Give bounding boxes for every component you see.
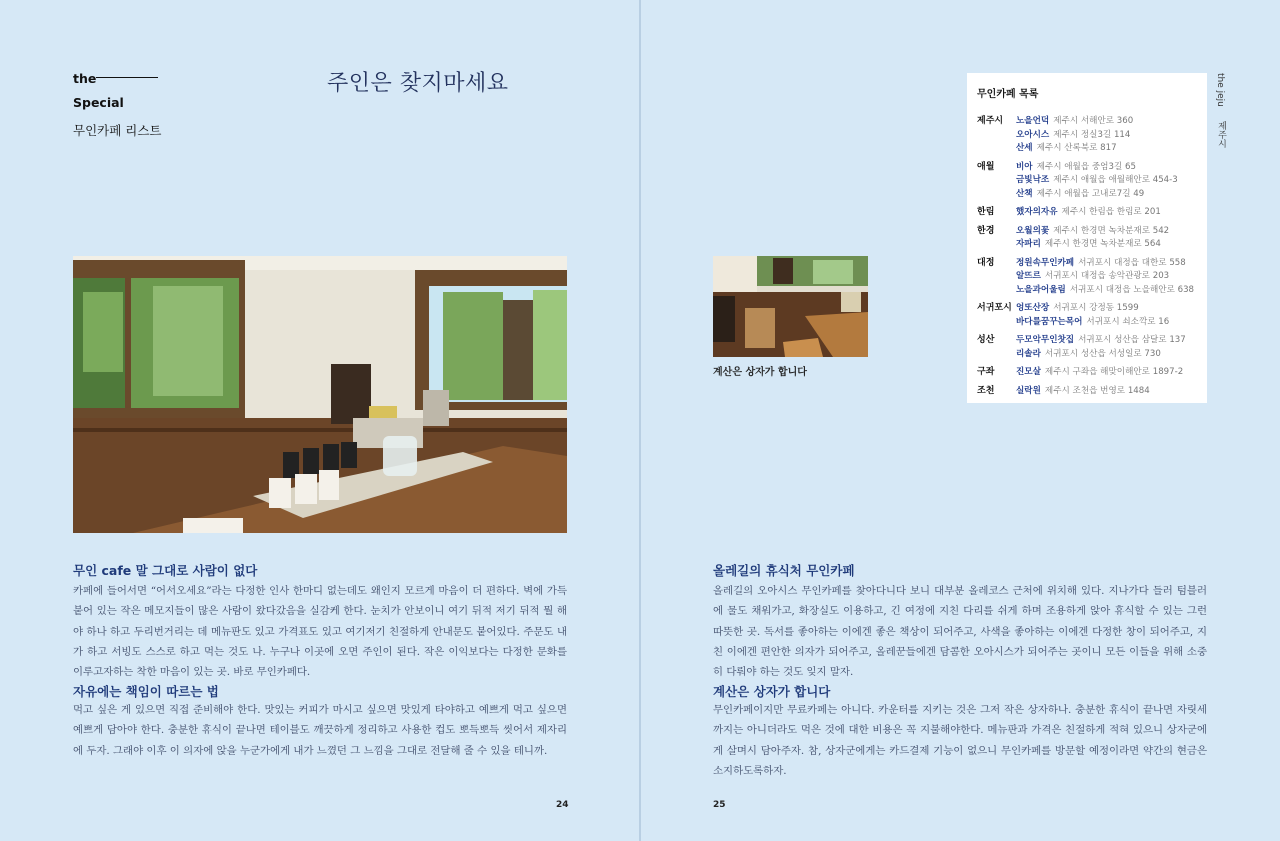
heading-olle-rest: 올레길의 휴식처 무인카페: [713, 563, 855, 578]
cafe-region: [977, 366, 1207, 380]
cafe-entry: [1016, 206, 1207, 220]
cafe-address: 서귀포시 쇠소깍로 16: [1086, 316, 1170, 327]
cafe-list-title: 무인카페 목록: [977, 89, 1039, 100]
cafe-name: 정원속무인카페: [1016, 257, 1075, 268]
cafe-name: 산세: [1016, 143, 1033, 153]
cafe-region: [977, 257, 1207, 298]
cafe-entry: [1016, 348, 1207, 362]
cafe-address: 제주시 한경면 녹차분재로 542: [1053, 225, 1170, 236]
cafe-name: 진모살: [1016, 367, 1041, 377]
cafe-entry: [1016, 225, 1207, 239]
cafe-address: 제주시 애월읍 중엄3길 65: [1036, 161, 1136, 172]
cafe-entry: [1016, 284, 1207, 298]
cafe-address: 제주시 한림읍 한림로 201: [1061, 207, 1161, 217]
section-subtitle: 무인카페 리스트: [73, 123, 162, 138]
cafe-address: 제주시 정실3길 114: [1053, 129, 1131, 140]
cafe-region-list: [1016, 385, 1207, 399]
side-region-label: 제주시: [1216, 121, 1226, 148]
cafe-region-list: [1016, 225, 1207, 252]
cafe-region: [977, 302, 1207, 329]
cafe-entry: [1016, 366, 1207, 380]
page-number-right: 25: [713, 800, 726, 810]
cafe-region: [977, 225, 1207, 252]
cafe-region-name: 한경: [977, 225, 995, 236]
cafe-name: 했자의자유: [1016, 207, 1058, 217]
cafe-address: 제주시 한경면 녹차분재로 564: [1044, 239, 1161, 249]
section-the: the: [73, 71, 97, 86]
cafe-address: 제주시 산록북로 817: [1036, 143, 1117, 153]
cafe-entry: [1016, 385, 1207, 399]
cafe-entry: [1016, 334, 1207, 348]
cafe-name: 오월의꽃: [1016, 225, 1050, 236]
cafe-name: 오아시스: [1016, 129, 1050, 140]
cafe-region-name: 구좌: [977, 367, 995, 377]
cafe-address: 서귀포시 성산읍 서성일로 730: [1044, 348, 1161, 359]
paragraph-unmanned-cafe: 카페에 들어서면 “어서오세요”라는 다정한 인사 한마디 없는데도 왜인지 모르게 마음이 더 편하다. 벽에 가득 붙어 있는 작은 메모지들이 많은 사람이 왔다갔음을 실감케 한다. 눈치가 안보이니 여기 뒤적 저기 뒤적 뭘 해야 하나 하고 두리번거리는 데 메뉴판도 있고 가격표도 있고 여기저기 친절하게 안내문도 붙어있다. 주문도 내가 하고 서빙도 스스로 하고 먹는 것도 나. 누구나 이곳에 오면 주인이 된다. 작은 이익보다는 다정한 문화를 이루고자하는 착한 마음이 있는 곳. 바로 무인카페다.: [73, 585, 567, 679]
side-running-head: the jeju: [1215, 73, 1225, 107]
cafe-region-list: [1016, 302, 1207, 329]
cafe-region-name: 제주시: [977, 116, 1004, 126]
cafe-address: 제주시 애월읍 고내로7길 49: [1036, 188, 1145, 199]
cafe-address: 서귀포시 강정동 1599: [1053, 303, 1139, 313]
cafe-region-list: [1016, 366, 1207, 380]
cafe-name: 산책: [1016, 188, 1033, 199]
cafe-name: 알뜨르: [1016, 271, 1041, 281]
cafe-region-name: 대정: [977, 257, 995, 268]
cafe-entry: [1016, 316, 1207, 330]
cafe-name: 노을과어울림: [1016, 284, 1066, 295]
cafe-name: 비아: [1016, 161, 1033, 172]
cafe-region: [977, 334, 1207, 361]
cafe-region-name: 애월: [977, 161, 995, 172]
cafe-region-list: [1016, 206, 1207, 220]
cafe-list-regions: [977, 115, 1207, 398]
heading-box-payment: 계산은 상자가 합니다: [713, 684, 831, 699]
cafe-region-list: [1016, 115, 1207, 156]
cafe-entry: [1016, 270, 1207, 284]
cafe-counter-photo: [713, 256, 868, 357]
page-number-left: 24: [556, 800, 569, 810]
cafe-region: [977, 206, 1207, 220]
cafe-region-list: [1016, 161, 1207, 202]
cafe-entry: [1016, 188, 1207, 202]
cafe-entry: [1016, 161, 1207, 175]
cafe-entry: [1016, 142, 1207, 156]
cafe-name: 바다를꿈꾸는목어: [1016, 316, 1083, 327]
cafe-list-box: [967, 73, 1207, 403]
cafe-name: 엉또산장: [1016, 303, 1050, 313]
cafe-name: 자파리: [1016, 239, 1041, 249]
cafe-entry: [1016, 174, 1207, 188]
cafe-address: 제주시 구좌읍 해맞이해안로 1897-2: [1044, 367, 1184, 377]
cafe-region: [977, 385, 1207, 399]
cafe-region-name: 서귀포시: [977, 303, 1012, 313]
cafe-address: 서귀포시 대정읍 대한로 558: [1078, 257, 1186, 268]
cafe-name: 두모악무인찻집: [1016, 335, 1075, 345]
section-rule: [96, 77, 158, 78]
cafe-name: 리솔라: [1016, 348, 1041, 359]
cafe-interior-photo: [73, 256, 567, 533]
cafe-region: [977, 161, 1207, 202]
paragraph-freedom-responsibility: 먹고 싶은 게 있으면 직접 준비해야 한다. 맛있는 커피가 마시고 싶으면 맛있게 타야하고 예쁘게 먹고 싶으면 예쁘게 담아야 한다. 충분한 휴식이 끝나면 테이블도 깨끗하게 정리하고 사용한 컵도 뽀득뽀득 씻어서 제자리에 두자. 그래야 이후 이 의자에 앉을 누군가에게 내가 느꼈던 그 느낌을 그대로 전달해 줄 수 있을 테니까.: [73, 704, 567, 757]
cafe-address: 서귀포시 대정읍 송악관광로 203: [1044, 271, 1170, 281]
cafe-region-list: [1016, 334, 1207, 361]
cafe-region-name: 한림: [977, 207, 995, 217]
cafe-name: 금빛낙조: [1016, 175, 1050, 185]
cafe-region: [977, 115, 1207, 156]
cafe-entry: [1016, 238, 1207, 252]
paragraph-olle-rest: 올레길의 오아시스 무인카페를 찾아다니다 보니 대부분 올레코스 근처에 위치해 있다. 지나가다 들러 텀블러에 물도 채워가고, 화장실도 이용하고, 긴 여정에 지친 다리를 쉬게 하며 조용하게 앉아 휴식할 수 있는 그런 따뜻한 곳. 독서를 좋아하는 이에겐 좋은 책상이 되어주고, 사색을 좋아하는 이에겐 다정한 창이 되어주고, 지친 이에겐 편안한 의자가 되어주고, 올레꾼들에겐 담콤한 오아시스가 되어주는 곳이니 모든 이들을 위해 소중히 다뤄야 하는 것도 잊지 말자.: [713, 585, 1207, 679]
cafe-address: 제주시 애월읍 애월해안로 454-3: [1053, 175, 1178, 185]
cafe-region-name: 성산: [977, 335, 995, 345]
cafe-counter-illustration: [713, 256, 868, 357]
cafe-entry: [1016, 302, 1207, 316]
cafe-region-name: 조천: [977, 385, 995, 396]
cafe-name: 실락원: [1016, 385, 1041, 396]
photo-caption: 계산은 상자가 합니다: [713, 367, 807, 378]
cafe-region-list: [1016, 257, 1207, 298]
cafe-address: 서귀포시 대정읍 노을해안로 638: [1069, 284, 1195, 295]
heading-freedom-responsibility: 자유에는 책임이 따르는 법: [73, 684, 219, 699]
cafe-name: 노을언덕: [1016, 116, 1050, 126]
cafe-address: 제주시 조천읍 번영로 1484: [1044, 385, 1150, 396]
cafe-entry: [1016, 129, 1207, 143]
cafe-address: 제주시 서해안로 360: [1053, 116, 1134, 126]
cafe-entry: [1016, 115, 1207, 129]
cafe-address: 서귀포시 성산읍 삼달로 137: [1078, 335, 1186, 345]
page-title: 주인은 찾지마세요: [327, 71, 509, 96]
section-special: Special: [73, 95, 124, 110]
cafe-interior-illustration: [73, 256, 567, 533]
cafe-entry: [1016, 257, 1207, 271]
heading-unmanned-cafe: 무인 cafe 말 그대로 사람이 없다: [73, 563, 258, 578]
paragraph-box-payment: 무인카페이지만 무료카페는 아니다. 카운터를 지키는 것은 그저 작은 상자하나. 충분한 휴식이 끝나면 자릿세까지는 아니더라도 먹은 것에 대한 비용은 꼭 지불해야한다. 메뉴판과 가격은 친절하게 적혀 있으니 상자군에게 살며시 담아주자. 참, 상자군에게는 카드결제 기능이 없으니 무인카페를 방문할 예정이라면 약간의 현금은 소지하도록하자.: [713, 704, 1207, 777]
